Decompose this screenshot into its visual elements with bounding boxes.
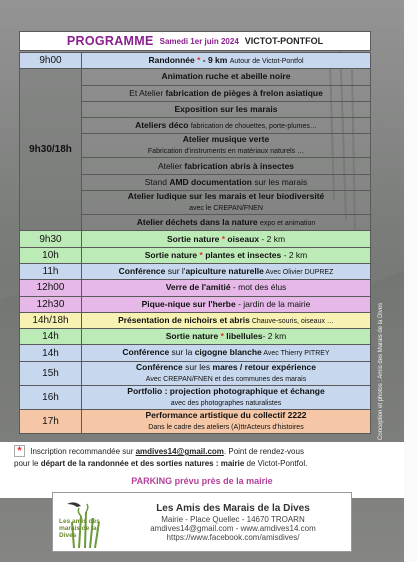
activity-text: Sortie nature	[144, 249, 200, 260]
activity-cell	[82, 215, 371, 231]
activity-text: Atelier	[157, 160, 185, 171]
activity-cell	[82, 263, 371, 279]
activity-line	[84, 347, 368, 359]
registration-note	[14, 445, 394, 470]
activity-cell	[82, 158, 371, 174]
activity-cell	[82, 361, 371, 385]
activity-text: - 9 km	[202, 54, 230, 65]
activity-line	[84, 217, 368, 229]
vertical-credit	[378, 240, 392, 440]
credit-text: Conception et photos : Amis des Marais de la Dives	[378, 302, 384, 440]
activity-line	[84, 250, 368, 261]
time-cell: 12h00	[20, 280, 82, 296]
schedule-row	[20, 409, 371, 433]
association-contact[interactable]: amdives14@gmail.com - www.amdives14.com	[150, 524, 316, 533]
activity-cell	[82, 409, 371, 433]
activity-text: Fabrication d'instruments en matériaux naturels …	[147, 148, 305, 156]
time-cell: 9h30/18h	[20, 69, 82, 231]
association-name: Les Amis des Marais de la Dives	[156, 503, 310, 514]
schedule-row	[20, 385, 371, 409]
activity-line	[84, 71, 368, 82]
activity-text: sur la	[169, 347, 195, 358]
activity-text: Randonnée	[148, 54, 198, 65]
activity-line	[84, 191, 368, 202]
activity-line	[84, 315, 368, 327]
association-info	[119, 503, 347, 542]
activity-text: Avec CREPAN/FNEN et des communes des marais	[145, 375, 307, 383]
activity-line	[84, 134, 368, 145]
bird-icon	[67, 502, 81, 507]
activity-line	[84, 120, 368, 132]
activity-text: Sortie nature	[166, 233, 222, 244]
time-cell: 12h30	[20, 296, 82, 312]
activity-line	[84, 362, 368, 373]
schedule-row	[20, 361, 371, 385]
activity-text: sur les	[182, 361, 213, 372]
activity-text: Exposition sur les marais	[174, 104, 278, 115]
association-facebook[interactable]: https://www.facebook.com/amisdives/	[166, 533, 300, 542]
logo-wordmark: Les amis des marais de la Dives	[59, 518, 100, 539]
activity-cell	[82, 85, 371, 101]
activity-line	[84, 373, 368, 385]
asterisk-marker: *	[197, 54, 203, 65]
program-date: Samedi 1er juin 2024	[159, 36, 239, 46]
activity-line	[84, 104, 368, 115]
time-cell: 9h30	[20, 231, 82, 247]
activity-text: Verre de l'amitié	[165, 282, 231, 293]
activity-line	[84, 282, 368, 293]
activity-text: fabrication de chouettes, porte-plumes…	[190, 122, 317, 130]
activity-cell	[82, 231, 371, 247]
activity-text: Dans le cadre des ateliers (A)ttrActeurs d'histoires	[148, 423, 304, 431]
schedule-row	[20, 231, 371, 247]
schedule-row	[20, 280, 371, 296]
time-cell: 16h	[20, 385, 82, 409]
association-logo	[59, 498, 107, 548]
time-cell: 11h	[20, 263, 82, 279]
schedule-table	[19, 52, 371, 434]
program-title: PROGRAMME	[66, 34, 154, 48]
schedule-row	[20, 312, 371, 328]
activity-cell	[82, 174, 371, 190]
page-margin	[404, 0, 417, 562]
time-cell: 14h	[20, 345, 82, 361]
activity-text: sur les marais	[251, 176, 308, 187]
activity-cell	[82, 53, 371, 69]
activity-text: Pique-nique sur l'herbe	[141, 298, 236, 309]
activity-text: mares / retour expérience	[212, 361, 316, 372]
activity-cell	[82, 101, 371, 117]
activity-text: fabrication abris à insectes	[184, 160, 295, 171]
activity-text: oiseaux	[227, 233, 260, 244]
schedule-row	[20, 247, 371, 263]
activity-line	[84, 331, 368, 342]
activity-text: apiculture naturelle	[185, 265, 264, 276]
activity-text: - 2 km	[259, 233, 286, 244]
asterisk-marker: *	[221, 233, 228, 244]
activity-text: Avec Olivier DUPREZ	[263, 268, 334, 276]
activity-text: fabrication de pièges à frelon asiatique	[165, 87, 323, 98]
schedule-row	[20, 345, 371, 361]
activity-text: - mot des élus	[230, 282, 287, 293]
activity-text: plantes et insectes	[205, 249, 282, 260]
activity-text: Stand	[144, 176, 170, 187]
activity-line	[84, 266, 368, 278]
note-text-a: Inscription recommandée sur	[28, 447, 136, 456]
asterisk-marker: *	[199, 249, 206, 260]
schedule-row	[20, 69, 371, 85]
activity-line	[84, 177, 368, 188]
activity-line	[84, 421, 368, 433]
activity-text: Avec Thierry PITREY	[261, 350, 330, 358]
note-text-e: de Victot-Pontfol.	[244, 459, 308, 468]
association-address: Mairie - Place Quellec - 14670 TROARN	[161, 515, 305, 524]
activity-text: Et Atelier	[129, 87, 166, 98]
parking-note: PARKING prévu près de la mairie	[131, 476, 273, 486]
time-cell: 14h/18h	[20, 312, 82, 328]
activity-text: - 2 km	[262, 331, 287, 342]
activity-text: Ateliers déco	[135, 119, 191, 130]
activity-text: Chauve-souris, oiseaux …	[249, 317, 334, 325]
activity-text: - 2 km	[281, 249, 308, 260]
schedule-row	[20, 329, 371, 345]
time-cell: 14h	[20, 329, 82, 345]
activity-cell	[82, 345, 371, 361]
activity-cell	[82, 312, 371, 328]
activity-text: Atelier ludique sur les marais et leur biodiversité	[127, 191, 325, 202]
activity-text: sur l'	[165, 265, 186, 276]
activity-text: Conférence	[135, 361, 183, 372]
activity-text: AMD documentation	[169, 176, 252, 187]
activity-text: Atelier musique verte	[182, 134, 270, 145]
activity-text: Présentation de nichoirs et abris	[118, 314, 250, 325]
activity-cell	[82, 69, 371, 85]
activity-text: Autour de Victot-Pontfol	[229, 57, 304, 65]
activity-text: Performance artistique du collectif 2222	[145, 409, 307, 420]
note-text-b: . Point de rendez-vous	[223, 447, 304, 456]
activity-line	[84, 55, 368, 67]
email-link[interactable]: amdives14@gmail.com	[135, 447, 224, 456]
schedule-row	[20, 263, 371, 279]
activity-line	[84, 397, 368, 409]
activity-text: expo et animation	[260, 219, 316, 227]
activity-cell	[82, 385, 371, 409]
activity-cell	[82, 329, 371, 345]
association-footer	[52, 492, 352, 552]
activity-line	[84, 410, 368, 421]
activity-cell	[82, 280, 371, 296]
activity-line	[84, 145, 368, 157]
schedule-row	[20, 296, 371, 312]
time-cell: 10h	[20, 247, 82, 263]
activity-cell	[82, 118, 371, 134]
activity-text: Animation ruche et abeille noire	[161, 71, 291, 82]
activity-line	[84, 161, 368, 172]
time-cell: 15h	[20, 361, 82, 385]
activity-cell	[82, 296, 371, 312]
activity-text: - jardin de la mairie	[235, 298, 311, 309]
note-text-d: départ de la randonnée et des sorties natures : mairie	[40, 459, 245, 468]
program-header	[19, 31, 371, 51]
asterisk-marker: *	[14, 445, 25, 457]
activity-line	[84, 386, 368, 397]
activity-line	[84, 202, 368, 214]
activity-text: cigogne blanche	[194, 347, 262, 358]
activity-cell	[82, 134, 371, 158]
note-text-c: pour le	[14, 459, 41, 468]
activity-text: Portfolio : projection photographique et échange	[127, 385, 325, 396]
program-place: VICTOT-PONTFOL	[244, 36, 324, 46]
time-cell: 9h00	[20, 53, 82, 69]
asterisk-marker: *	[220, 331, 227, 342]
activity-line	[84, 88, 368, 99]
activity-text: avec des photographes naturalistes	[170, 399, 282, 407]
activity-text: Sortie nature	[165, 331, 221, 342]
activity-cell	[82, 191, 371, 215]
schedule-row	[20, 53, 371, 69]
activity-text: Conférence	[118, 265, 166, 276]
time-cell: 17h	[20, 409, 82, 433]
activity-line	[84, 234, 368, 245]
activity-line	[84, 299, 368, 310]
activity-text: libellules	[226, 331, 263, 342]
activity-cell	[82, 247, 371, 263]
activity-text: avec le CREPAN/FNEN	[189, 205, 263, 213]
activity-text: Conférence	[122, 347, 170, 358]
activity-text: Atelier déchets dans la nature	[136, 216, 261, 227]
